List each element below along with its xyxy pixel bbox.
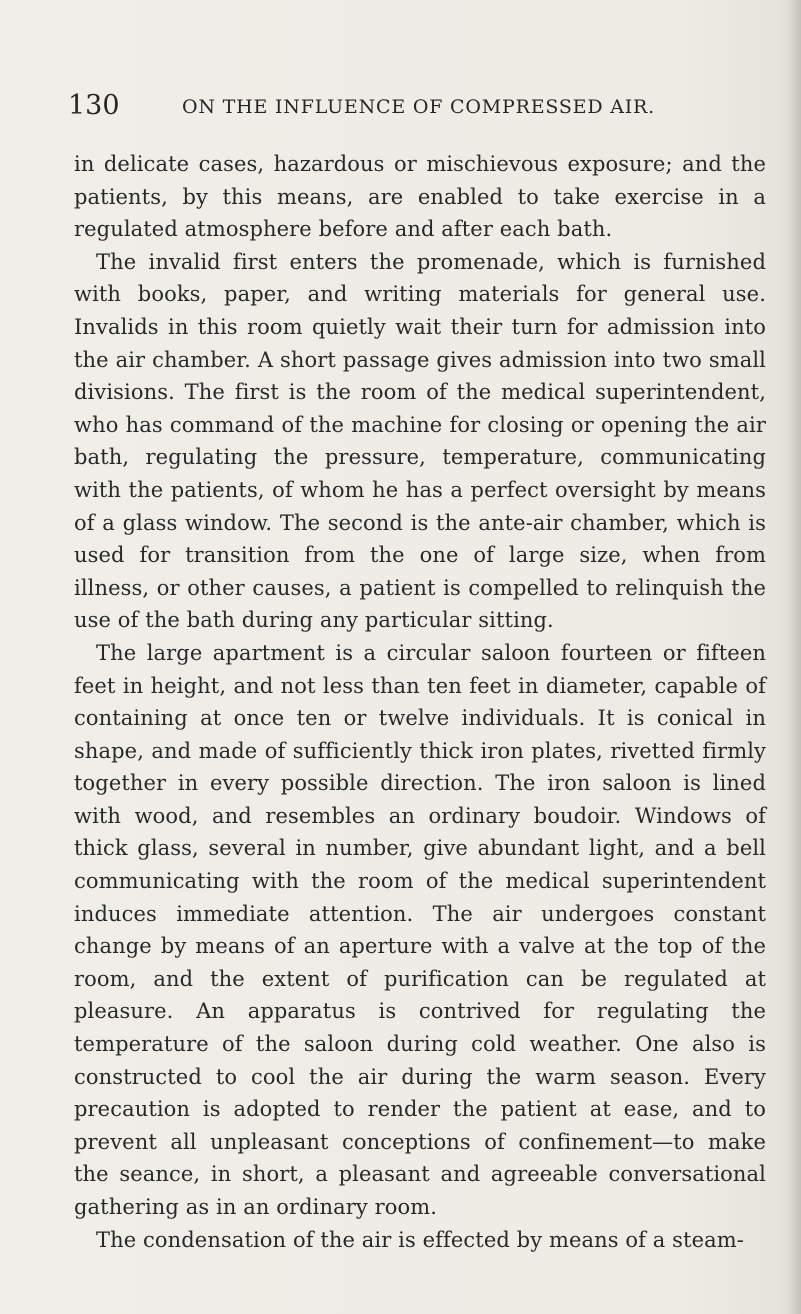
body-text xyxy=(74,148,766,1256)
page-edge-shadow xyxy=(787,0,801,1314)
running-head: ON THE INFLUENCE OF COMPRESSED AIR. xyxy=(182,96,655,118)
paragraph-promenade: The invalid first enters the promenade, which is furnished with books, paper, and writing materials for general use. Invalids in this room quietly wait their turn for admission into the air chamber. A short passage gives admission into two small divisions. The first is the room of the medical superintendent, who has command of the machine for closing or opening the air bath, regulating the pressure, temperature, communicating with the patients, of whom he has a perfect oversight by means of a glass window. The second is the ante-air chamber, which is used for transition from the one of large size, when from illness, or other causes, a patient is compelled to relinquish the use of the bath during any particular sitting. xyxy=(74,249,766,633)
paragraph-continuation: in delicate cases, hazardous or mischievous exposure; and the patients, by this means, are enabled to take exercise in a regulated atmosphere before and after each bath. xyxy=(74,152,766,242)
page-number: 130 xyxy=(68,90,120,121)
paragraph-saloon: The large apartment is a circular saloon fourteen or fifteen feet in height, and not less than ten feet in diameter, capable of containing at once ten or twelve individuals. It is conical in shape, and made of sufficiently thick iron plates, rivetted firmly together in every possible direction. The iron saloon is lined with wood, and resembles an ordinary boudoir. Windows of thick glass, several in number, give abundant light, and a bell communicating with the room of the medical superintendent induces immediate attention. The air undergoes constant change by means of an aperture with a valve at the top of the room, and the extent of purification can be regulated at pleasure. An apparatus is contrived for regulating the temperature of the saloon during cold weather. One also is constructed to cool the air during the warm season. Every precaution is adopted to render the patient at ease, and to prevent all unpleasant conceptions of confinement—to make the seance, in short, a pleasant and agreeable conversational gathering as in an ordinary room. xyxy=(74,640,766,1219)
paragraph-condensation: The condensation of the air is effected by means of a steam- xyxy=(96,1227,744,1252)
page-header xyxy=(68,86,768,126)
